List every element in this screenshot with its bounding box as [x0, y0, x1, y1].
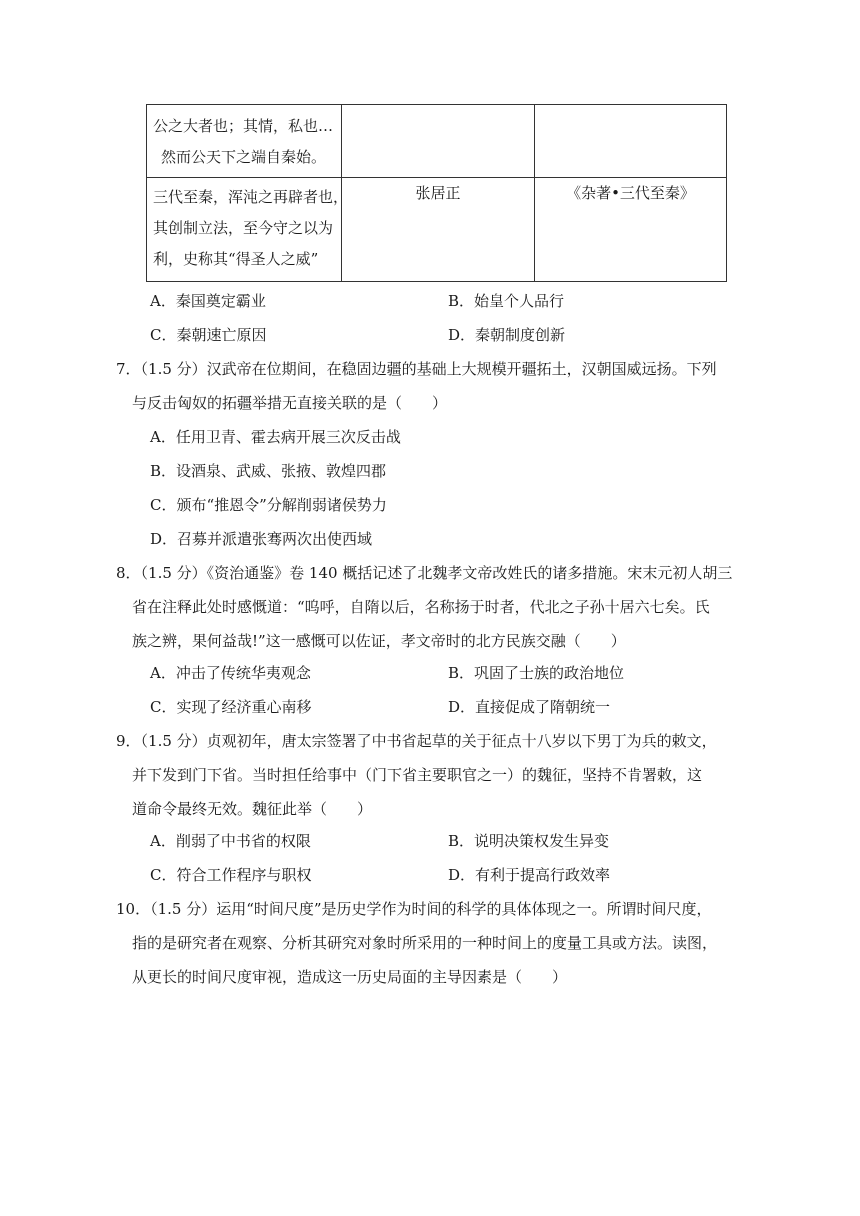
option-d: D．召募并派遣张骞两次出使西域 — [150, 530, 373, 548]
option-c: C．秦朝速亡原因 — [150, 326, 267, 344]
question-10 — [116, 896, 736, 998]
option-c: C．实现了经济重心南移 — [150, 698, 312, 716]
quote-line: 利，史称其“得圣人之威” — [153, 250, 319, 268]
option-b: B．说明决策权发生异变 — [448, 832, 610, 850]
question-text: 9．（1.5 分）贞观初年，唐太宗签署了中书省起草的关于征点十八岁以下男丁为兵的敕文， — [116, 732, 717, 750]
question-text: 与反击匈奴的拓疆举措无直接关联的是（ ） — [132, 394, 448, 412]
table-cell-source — [535, 105, 727, 178]
question-text: 从更长的时间尺度审视，造成这一历史局面的主导因素是（ ） — [132, 968, 568, 986]
option-c: C．颁布“推恩令”分解削弱诸侯势力 — [150, 496, 387, 514]
question-text: 8．（1.5 分）《资治通鉴》卷 140 概括记述了北魏孝文帝改姓氏的诸多措施。宋末元初人胡三 — [116, 564, 733, 582]
question-text: 7．（1.5 分）汉武帝在位期间，在稳固边疆的基础上大规模开疆拓土，汉朝国威远扬。下列 — [116, 360, 717, 378]
option-a: A．冲击了传统华夷观念 — [150, 664, 311, 682]
option-b: B．设酒泉、武威、张掖、敦煌四郡 — [150, 462, 387, 480]
option-a: A．任用卫青、霍去病开展三次反击战 — [150, 428, 401, 446]
question-7 — [116, 356, 736, 424]
option-a: A．削弱了中书省的权限 — [150, 832, 311, 850]
option-b: B．巩固了士族的政治地位 — [448, 664, 625, 682]
option-d: D．秦朝制度创新 — [448, 326, 566, 344]
q8-options-row — [150, 660, 750, 686]
table-cell-quote — [147, 105, 342, 178]
question-8 — [116, 560, 736, 662]
quote-line: 公之大者也；其情，私也… — [153, 117, 334, 135]
option-d: D．有利于提高行政效率 — [448, 866, 611, 884]
q8-options-row — [150, 694, 750, 720]
option-a: A．秦国奠定霸业 — [150, 292, 266, 310]
q6-options-row — [150, 322, 750, 348]
question-text: 道命令最终无效。魏征此举（ ） — [132, 800, 373, 818]
question-text: 省在注释此处时感慨道：“呜呼，自隋以后，名称扬于时者，代北之子孙十居六七矣。氏 — [132, 598, 710, 616]
q6-options-row — [150, 288, 750, 314]
table-cell-author: 张居正 — [342, 178, 535, 282]
q9-options-row — [150, 828, 750, 854]
table-cell-quote — [147, 178, 349, 282]
table-row — [147, 105, 727, 178]
question-text: 指的是研究者在观察、分析其研究对象时所采用的一种时间上的度量工具或方法。读图， — [132, 934, 718, 952]
quote-line: 三代至秦，浑沌之再辟者也， — [153, 188, 349, 206]
question-text: 族之辨，果何益哉!”这一感慨可以佐证，孝文帝时的北方民族交融（ ） — [132, 632, 626, 650]
option-d: D．直接促成了隋朝统一 — [448, 698, 611, 716]
table-cell-source: 《杂著•三代至秦》 — [535, 178, 727, 282]
q9-options-row — [150, 862, 750, 888]
table-row — [147, 178, 727, 282]
option-b: B．始皇个人品行 — [448, 292, 565, 310]
question-text: 并下发到门下省。当时担任给事中（门下省主要职官之一）的魏征，坚持不肯署敕，这 — [132, 766, 703, 784]
source-table — [146, 104, 727, 282]
question-9 — [116, 728, 736, 830]
quote-line: 然而公天下之端自秦始。 — [161, 148, 327, 166]
question-text: 10．（1.5 分）运用“时间尺度”是历史学作为时间的科学的具体体现之一。所谓时间尺度， — [116, 900, 712, 918]
quote-line: 其创制立法，至今守之以为 — [153, 219, 334, 237]
table-cell-author — [342, 105, 535, 178]
option-c: C．符合工作程序与职权 — [150, 866, 312, 884]
